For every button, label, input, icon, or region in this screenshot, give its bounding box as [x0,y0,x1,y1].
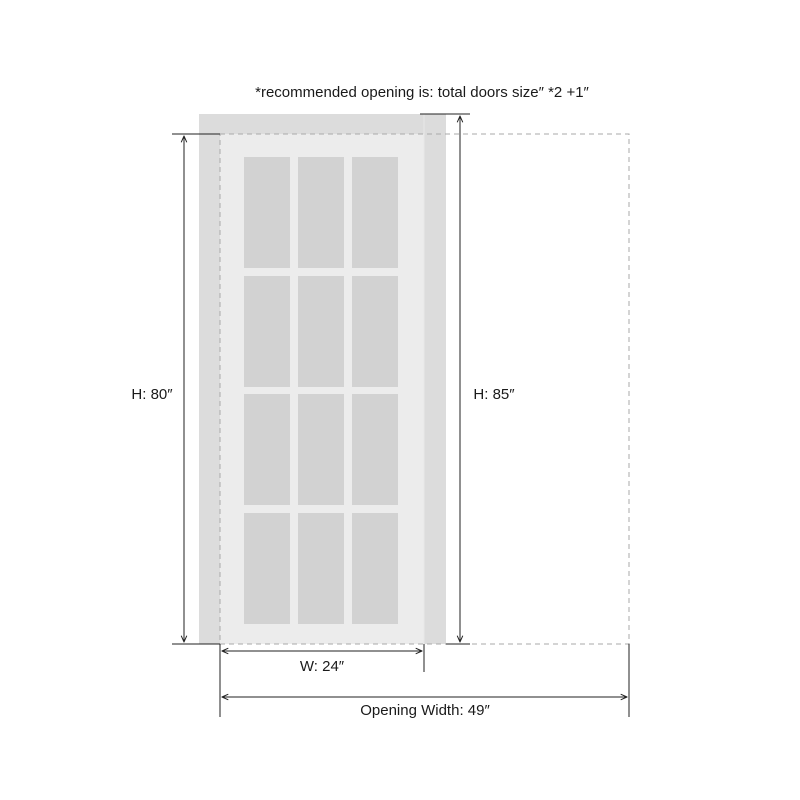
glass-pane [298,394,344,505]
glass-pane [298,157,344,268]
glass-pane [244,157,290,268]
opening-width-label: Opening Width: 49″ [360,702,490,719]
glass-pane [298,276,344,387]
glass-pane [298,513,344,624]
door-height-label: H: 80″ [131,386,173,403]
glass-pane [244,394,290,505]
door-width-label: W: 24″ [299,658,345,675]
recommendation-note: *recommended opening is: total doors size″ *2 +1″ [255,84,589,101]
glass-pane [244,513,290,624]
glass-pane [352,157,398,268]
glass-pane [244,276,290,387]
glass-pane [352,276,398,387]
glass-pane [352,513,398,624]
opening-height-label: H: 85″ [473,386,515,403]
glass-pane [352,394,398,505]
